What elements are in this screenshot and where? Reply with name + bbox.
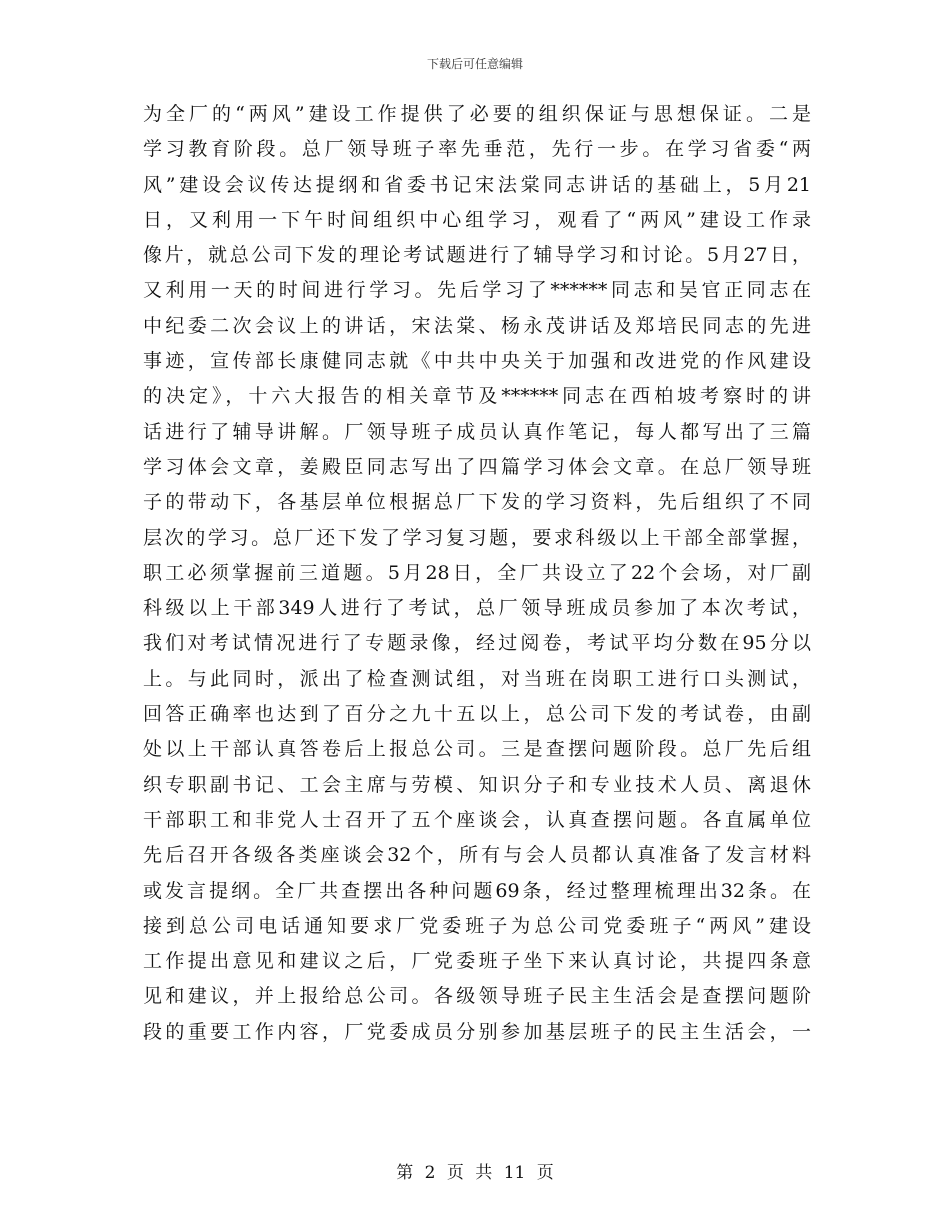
body-line: 我们对考试情况进行了专题录像，经过阅卷，考试平均分数在95分以	[143, 632, 811, 655]
body-line: 话进行了辅导讲解。厂领导班子成员认真作笔记，每人都写出了三篇	[143, 420, 811, 443]
body-line: 干部职工和非党人士召开了五个座谈会，认真查摆问题。各直属单位	[143, 808, 811, 831]
body-line: 像片，就总公司下发的理论考试题进行了辅导学习和讨论。5月27日，	[143, 244, 811, 267]
body-line: 学习教育阶段。总厂领导班子率先垂范，先行一步。在学习省委“两	[143, 138, 811, 161]
body-line: 又利用一天的时间进行学习。先后学习了******同志和吴官正同志在	[143, 279, 811, 302]
body-line: 或发言提纲。全厂共查摆出各种问题69条，经过整理梳理出32条。在	[143, 879, 811, 902]
body-line: 学习体会文章，姜殿臣同志写出了四篇学习体会文章。在总厂领导班	[143, 455, 811, 478]
body-line: 处以上干部认真答卷后上报总公司。三是查摆问题阶段。总厂先后组	[143, 738, 811, 761]
body-line: 回答正确率也达到了百分之九十五以上，总公司下发的考试卷，由副	[143, 703, 811, 726]
body-line: 层次的学习。总厂还下发了学习复习题，要求科级以上干部全部掌握，	[143, 526, 811, 549]
body-line: 职工必须掌握前三道题。5月28日，全厂共设立了22个会场，对厂副	[143, 561, 811, 584]
body-line: 子的带动下，各基层单位根据总厂下发的学习资料，先后组织了不同	[143, 491, 811, 514]
body-line: 科级以上干部349人进行了考试，总厂领导班成员参加了本次考试，	[143, 597, 811, 620]
page-footer: 第 2 页 共 11 页	[396, 1163, 554, 1183]
body-line: 中纪委二次会议上的讲话，宋法棠、杨永茂讲话及郑培民同志的先进	[143, 314, 811, 337]
body-line: 的决定》，十六大报告的相关章节及******同志在西柏坡考察时的讲	[143, 385, 811, 408]
body-line: 见和建议，并上报给总公司。各级领导班子民主生活会是查摆问题阶	[143, 985, 811, 1008]
document-body	[143, 97, 811, 1050]
body-line: 上。与此同时，派出了检查测试组，对当班在岗职工进行口头测试，	[143, 667, 811, 690]
page-header: 下载后可任意编辑	[426, 57, 523, 71]
body-line: 风”建设会议传达提纲和省委书记宋法棠同志讲话的基础上，5月21	[143, 173, 811, 196]
body-line: 日，又利用一下午时间组织中心组学习，观看了“两风”建设工作录	[143, 208, 811, 231]
body-line: 接到总公司电话通知要求厂党委班子为总公司党委班子“两风”建设	[143, 914, 811, 937]
body-line: 段的重要工作内容，厂党委成员分别参加基层班子的民主生活会，一	[143, 1020, 811, 1043]
body-line: 为全厂的“两风”建设工作提供了必要的组织保证与思想保证。二是	[143, 103, 811, 125]
body-line: 先后召开各级各类座谈会32个，所有与会人员都认真准备了发言材料	[143, 844, 811, 867]
body-line: 织专职副书记、工会主席与劳模、知识分子和专业技术人员、离退休	[143, 773, 811, 796]
body-line: 工作提出意见和建议之后，厂党委班子坐下来认真讨论，共提四条意	[143, 950, 811, 973]
body-line: 事迹，宣传部长康健同志就《中共中央关于加强和改进党的作风建设	[143, 350, 811, 373]
